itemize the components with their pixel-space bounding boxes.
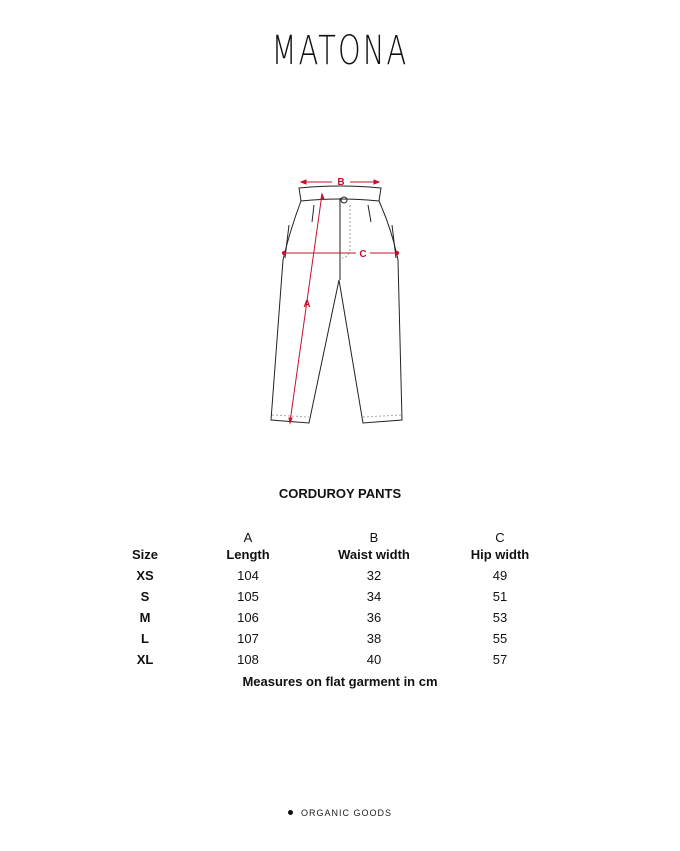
measure-cell: 40 <box>366 652 382 667</box>
label-a: A <box>303 299 311 310</box>
header-name: Waist width <box>338 547 410 562</box>
label-b: B <box>337 177 345 188</box>
label-c: C <box>359 249 367 260</box>
measure-cell: 49 <box>492 568 508 583</box>
pleat-right <box>368 205 371 222</box>
measure-cell: 34 <box>366 589 382 604</box>
measure-cell: 55 <box>492 631 508 646</box>
measure-cell: 36 <box>366 610 382 625</box>
header-letter: C <box>495 530 505 545</box>
button-icon <box>341 197 347 203</box>
size-cell: XS <box>136 568 154 583</box>
measure-cell: 53 <box>492 610 508 625</box>
header-name: Hip width <box>470 547 530 562</box>
size-cell: L <box>141 631 149 646</box>
header-name: Size <box>131 547 158 562</box>
measure-cell: 32 <box>366 568 382 583</box>
measure-cell: 104 <box>237 568 259 583</box>
header-letter: B <box>369 530 379 545</box>
measure-cell: 106 <box>237 610 259 625</box>
pants-outline <box>271 201 402 423</box>
fly-stitching <box>342 205 350 258</box>
measure-c-endpoint <box>395 251 398 254</box>
size-cell: M <box>139 610 151 625</box>
measure-note: Measures on flat garment in cm <box>242 674 438 689</box>
measure-cell: 105 <box>237 589 259 604</box>
bullet-icon <box>288 810 293 815</box>
measure-cell: 108 <box>237 652 259 667</box>
product-title: CORDUROY PANTS <box>278 486 402 501</box>
measure-cell: 38 <box>366 631 382 646</box>
size-cell: S <box>140 589 150 604</box>
measure-cell: 57 <box>492 652 508 667</box>
header-letter: A <box>243 530 253 545</box>
measure-c-endpoint <box>282 251 285 254</box>
header-name: Length <box>226 547 270 562</box>
measure-cell: 51 <box>492 589 508 604</box>
brand-logo: MATONA <box>271 28 409 74</box>
footer <box>0 808 680 818</box>
measure-cell: 107 <box>237 631 259 646</box>
pleat-left <box>312 205 314 222</box>
footer-text: ORGANIC GOODS <box>300 808 392 818</box>
size-cell: XL <box>136 652 154 667</box>
